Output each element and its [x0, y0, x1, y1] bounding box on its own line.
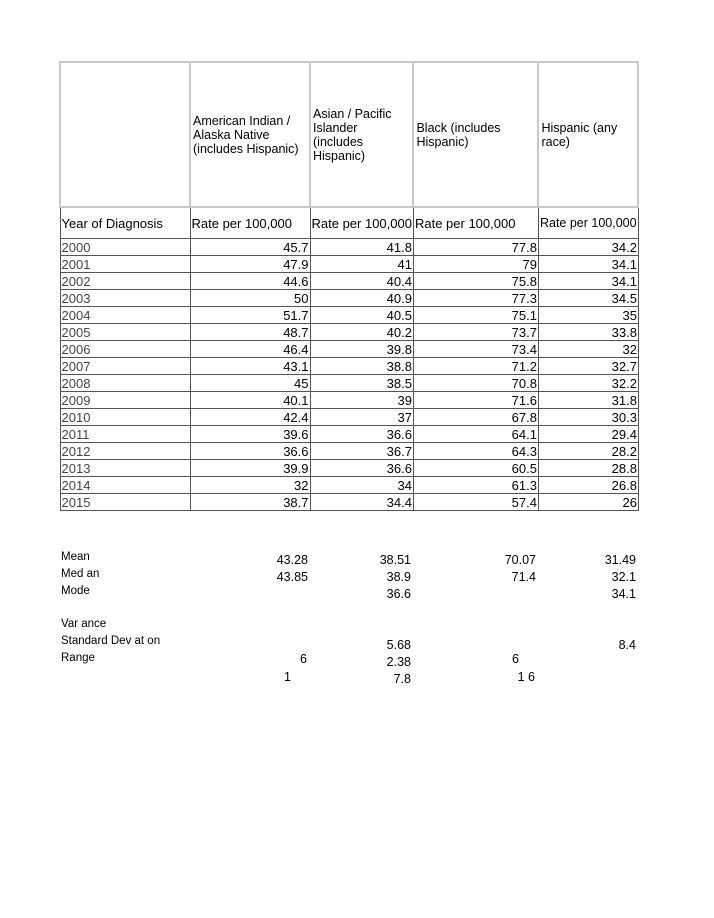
rate-cell[interactable]: 45.7: [190, 239, 310, 256]
rate-cell[interactable]: 37: [310, 409, 413, 426]
rate-cell[interactable]: 43.1: [190, 358, 310, 375]
year-cell[interactable]: 2003: [60, 290, 190, 307]
rate-cell[interactable]: 36.6: [190, 443, 310, 460]
rate-cell[interactable]: 50: [190, 290, 310, 307]
rate-cell[interactable]: 79: [413, 256, 538, 273]
stat-value[interactable]: 34.1: [611, 587, 636, 601]
year-cell[interactable]: 2012: [60, 443, 190, 460]
year-cell[interactable]: 2013: [60, 460, 190, 477]
rate-cell[interactable]: 34.1: [538, 256, 638, 273]
year-cell[interactable]: 2009: [60, 392, 190, 409]
rate-cell[interactable]: 30.3: [538, 409, 638, 426]
group-header-cell[interactable]: Asian / Pacific Islander (includes Hispanic): [310, 62, 413, 207]
year-cell[interactable]: 2004: [60, 307, 190, 324]
rate-cell[interactable]: 26: [538, 494, 638, 511]
year-cell[interactable]: 2015: [60, 494, 190, 511]
rate-cell[interactable]: 35: [538, 307, 638, 324]
stat-value[interactable]: 32.1: [611, 570, 636, 584]
rate-cell[interactable]: 77.3: [413, 290, 538, 307]
year-cell[interactable]: 2011: [60, 426, 190, 443]
rate-cell[interactable]: 36.6: [310, 460, 413, 477]
rate-cell[interactable]: 38.7: [190, 494, 310, 511]
rate-cell[interactable]: 34.1: [538, 273, 638, 290]
year-cell[interactable]: 2000: [60, 239, 190, 256]
rate-cell[interactable]: 75.8: [413, 273, 538, 290]
stat-value[interactable]: 8.4: [618, 638, 636, 652]
rate-cell[interactable]: 28.2: [538, 443, 638, 460]
rate-cell[interactable]: 34.2: [538, 239, 638, 256]
rate-cell[interactable]: 73.7: [413, 324, 538, 341]
rate-cell[interactable]: 36.7: [310, 443, 413, 460]
group-header-cell[interactable]: Black (includes Hispanic): [413, 62, 538, 207]
rate-cell[interactable]: 45: [190, 375, 310, 392]
year-cell[interactable]: 2008: [60, 375, 190, 392]
column-header-cell[interactable]: Year of Diagnosis: [60, 207, 190, 239]
rate-cell[interactable]: 32: [538, 341, 638, 358]
rate-cell[interactable]: 70.8: [413, 375, 538, 392]
rate-cell[interactable]: 75.1: [413, 307, 538, 324]
stat-label-mode[interactable]: Mode: [61, 585, 90, 597]
stat-value[interactable]: 70.07: [504, 553, 536, 567]
year-cell[interactable]: 2006: [60, 341, 190, 358]
rate-cell[interactable]: 38.5: [310, 375, 413, 392]
rate-cell[interactable]: 39.6: [190, 426, 310, 443]
rate-cell[interactable]: 32.7: [538, 358, 638, 375]
rate-cell[interactable]: 64.3: [413, 443, 538, 460]
rate-cell[interactable]: 32: [190, 477, 310, 494]
year-cell[interactable]: 2005: [60, 324, 190, 341]
rate-cell[interactable]: 40.5: [310, 307, 413, 324]
rate-cell[interactable]: 34.5: [538, 290, 638, 307]
rate-cell[interactable]: 40.4: [310, 273, 413, 290]
rate-cell[interactable]: 64.1: [413, 426, 538, 443]
rate-cell[interactable]: 32.2: [538, 375, 638, 392]
stat-label-median[interactable]: Med an: [61, 568, 100, 580]
rate-cell[interactable]: 31.8: [538, 392, 638, 409]
rate-cell[interactable]: 36.6: [310, 426, 413, 443]
stat-value[interactable]: 7.8: [393, 672, 411, 686]
rate-cell[interactable]: 71.2: [413, 358, 538, 375]
rate-cell[interactable]: 47.9: [190, 256, 310, 273]
stat-value[interactable]: 31.49: [604, 553, 636, 567]
rate-cell[interactable]: 42.4: [190, 409, 310, 426]
stat-value[interactable]: 2.38: [386, 655, 411, 669]
group-header-cell[interactable]: American Indian / Alaska Native (includes Hispanic): [190, 62, 310, 207]
group-header-cell[interactable]: Hispanic (any race): [538, 62, 638, 207]
column-header-cell[interactable]: Rate per 100,000: [413, 207, 538, 239]
stat-label-range[interactable]: Range: [61, 652, 95, 664]
rate-cell[interactable]: 38.8: [310, 358, 413, 375]
stat-value[interactable]: 36.6: [386, 587, 411, 601]
year-cell[interactable]: 2007: [60, 358, 190, 375]
rate-cell[interactable]: 67.8: [413, 409, 538, 426]
rate-cell[interactable]: 29.4: [538, 426, 638, 443]
rate-cell[interactable]: 51.7: [190, 307, 310, 324]
stat-value[interactable]: 5.68: [386, 638, 411, 652]
rate-cell[interactable]: 41: [310, 256, 413, 273]
stat-value[interactable]: 1: [284, 670, 291, 684]
rate-cell[interactable]: 48.7: [190, 324, 310, 341]
rate-cell[interactable]: 77.8: [413, 239, 538, 256]
year-cell[interactable]: 2010: [60, 409, 190, 426]
year-cell[interactable]: 2001: [60, 256, 190, 273]
stat-value[interactable]: 43.85: [276, 570, 308, 584]
rate-cell[interactable]: 34.4: [310, 494, 413, 511]
stat-value[interactable]: 43.28: [276, 553, 308, 567]
rate-cell[interactable]: 28.8: [538, 460, 638, 477]
stat-value[interactable]: 1 6: [517, 670, 535, 684]
stat-value[interactable]: 38.9: [386, 570, 411, 584]
stat-value[interactable]: 38.51: [379, 553, 411, 567]
stat-label-mean[interactable]: Mean: [61, 551, 90, 563]
rate-cell[interactable]: 71.6: [413, 392, 538, 409]
rate-cell[interactable]: 40.1: [190, 392, 310, 409]
rate-cell[interactable]: 26.8: [538, 477, 638, 494]
rate-cell[interactable]: 46.4: [190, 341, 310, 358]
rate-cell[interactable]: 39.8: [310, 341, 413, 358]
column-header-cell[interactable]: Rate per 100,000: [190, 207, 310, 239]
rate-cell[interactable]: 34: [310, 477, 413, 494]
rate-cell[interactable]: 40.2: [310, 324, 413, 341]
rate-cell[interactable]: 61.3: [413, 477, 538, 494]
column-header-cell[interactable]: Rate per 100,000: [310, 207, 413, 239]
rate-cell[interactable]: 40.9: [310, 290, 413, 307]
rate-cell[interactable]: 41.8: [310, 239, 413, 256]
rate-cell[interactable]: 60.5: [413, 460, 538, 477]
rate-cell[interactable]: 39.9: [190, 460, 310, 477]
year-cell[interactable]: 2002: [60, 273, 190, 290]
stat-value[interactable]: 71.4: [511, 570, 536, 584]
column-header-cell[interactable]: Rate per 100,000: [538, 207, 638, 239]
rate-cell[interactable]: 39: [310, 392, 413, 409]
rate-cell[interactable]: 57.4: [413, 494, 538, 511]
rate-cell[interactable]: 44.6: [190, 273, 310, 290]
rate-cell[interactable]: 73.4: [413, 341, 538, 358]
year-cell[interactable]: 2014: [60, 477, 190, 494]
stat-label-variance[interactable]: Var ance: [61, 618, 107, 630]
rate-cell[interactable]: 33.8: [538, 324, 638, 341]
stat-label-stdev[interactable]: Standard Dev at on: [61, 635, 161, 647]
stat-value[interactable]: 6: [512, 652, 519, 666]
stat-value[interactable]: 6: [300, 652, 307, 666]
